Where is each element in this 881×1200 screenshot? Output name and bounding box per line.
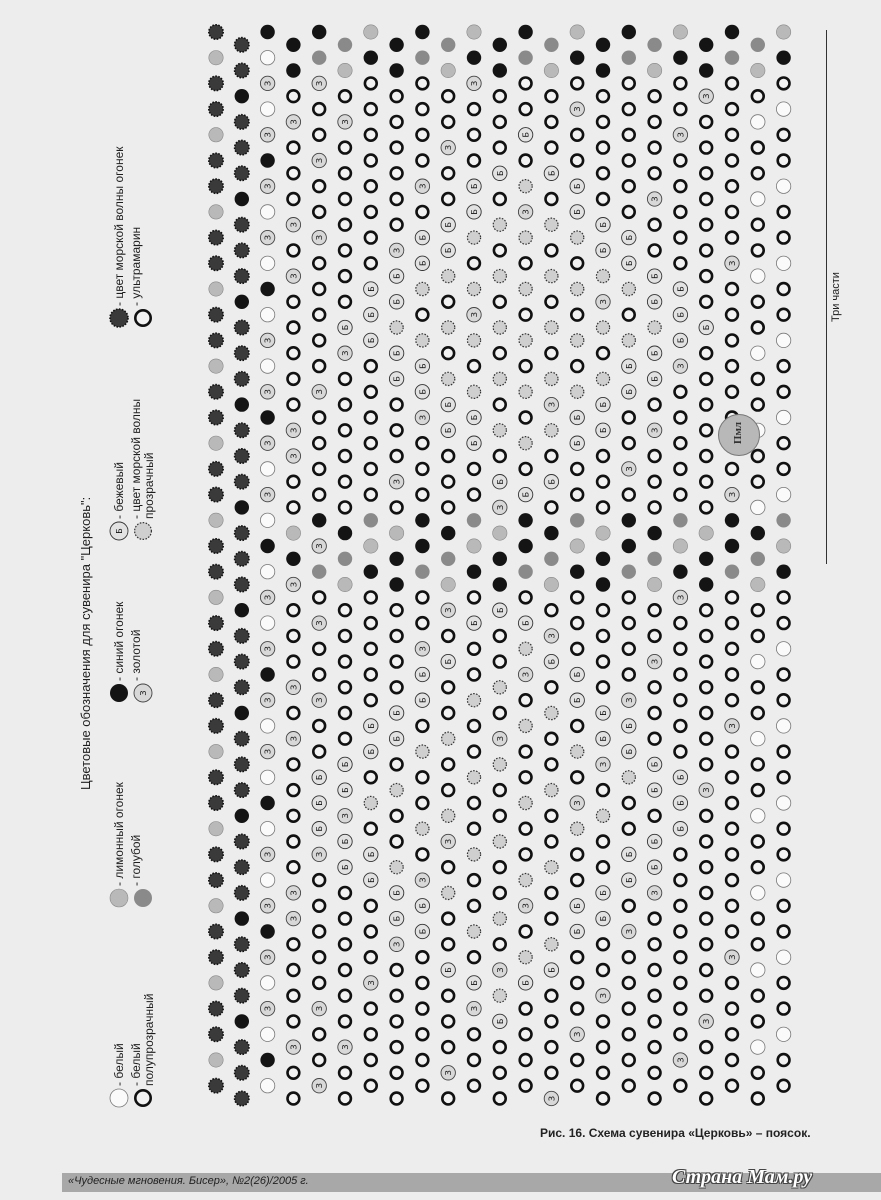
white-bead xyxy=(110,1089,128,1107)
svg-text:Б: Б xyxy=(392,890,402,896)
svg-text:З: З xyxy=(315,157,325,164)
svg-text:З: З xyxy=(263,440,273,446)
svg-text:Б: Б xyxy=(341,787,350,793)
svg-text:Б: Б xyxy=(366,286,376,292)
legend-label-line: - ультрамарин xyxy=(129,226,143,306)
legend-label-line: прозрачный xyxy=(142,452,156,519)
svg-text:Б: Б xyxy=(495,607,505,613)
svg-text:З: З xyxy=(263,954,273,960)
svg-text:З: З xyxy=(470,80,479,86)
svg-text:Б: Б xyxy=(676,774,686,781)
svg-text:Б: Б xyxy=(341,324,350,331)
svg-text:Б: Б xyxy=(650,273,660,279)
svg-text:З: З xyxy=(650,196,660,202)
svg-text:Б: Б xyxy=(495,170,505,177)
svg-text:Б: Б xyxy=(366,851,376,858)
footer-source: «Чудесные мгновения. Бисер», №2(26)/2005 г. xyxy=(68,1175,309,1187)
three-parts-label: Три части xyxy=(830,272,842,322)
svg-text:З: З xyxy=(289,890,299,896)
svg-text:З: З xyxy=(676,594,686,600)
svg-text:З: З xyxy=(263,337,273,343)
svg-text:Б: Б xyxy=(366,748,376,755)
svg-text:З: З xyxy=(728,954,737,960)
legend-label-line: - цвет морской волны xyxy=(129,398,143,519)
aquamarine-transparent-bead-icon xyxy=(135,523,152,540)
svg-text:Б: Б xyxy=(341,864,350,870)
svg-text:З: З xyxy=(676,132,686,138)
svg-text:З: З xyxy=(702,1018,712,1024)
gold-bead xyxy=(134,684,152,702)
svg-text:Б: Б xyxy=(573,671,583,678)
svg-text:Б: Б xyxy=(624,877,634,883)
svg-text:Б: Б xyxy=(470,980,479,986)
stamp-seal xyxy=(718,414,760,456)
light-bead xyxy=(110,889,128,907)
svg-text:Б: Б xyxy=(650,376,660,382)
svg-text:Б: Б xyxy=(599,401,608,408)
svg-text:З: З xyxy=(263,492,273,498)
legend-label xyxy=(130,227,143,306)
svg-text:Б: Б xyxy=(444,658,454,665)
legend-label-line: - белый xyxy=(129,1043,143,1086)
svg-text:Б: Б xyxy=(392,915,402,922)
svg-text:З: З xyxy=(315,1083,325,1089)
svg-text:З: З xyxy=(263,80,273,86)
svg-text:З: З xyxy=(289,736,299,742)
svg-text:З: З xyxy=(315,620,325,626)
aquamarine-fire-bead-icon xyxy=(110,309,128,327)
svg-text:Б: Б xyxy=(624,389,634,395)
svg-text:З: З xyxy=(263,646,273,652)
svg-text:Б: Б xyxy=(676,286,686,292)
svg-text:З: З xyxy=(289,427,299,433)
svg-text:Б: Б xyxy=(624,234,634,241)
gray-bead xyxy=(134,889,152,907)
svg-text:Б: Б xyxy=(573,903,583,909)
black-bead xyxy=(110,684,128,702)
svg-text:Б: Б xyxy=(624,723,634,729)
svg-text:Б: Б xyxy=(470,440,479,446)
aquaTr-bead xyxy=(135,523,152,540)
svg-text:Б: Б xyxy=(315,825,325,832)
svg-text:Б: Б xyxy=(495,1018,505,1025)
svg-text:З: З xyxy=(418,414,428,421)
svg-text:З: З xyxy=(289,1044,299,1050)
svg-text:Б: Б xyxy=(418,671,428,678)
svg-text:З: З xyxy=(289,273,299,279)
svg-text:Б: Б xyxy=(650,761,660,768)
ring-bead xyxy=(135,310,150,325)
svg-text:Б: Б xyxy=(366,723,376,729)
svg-text:З: З xyxy=(573,800,583,806)
svg-text:Б: Б xyxy=(573,209,583,215)
svg-text:Б: Б xyxy=(444,247,454,254)
svg-text:З: З xyxy=(263,851,273,857)
svg-text:З: З xyxy=(470,312,479,318)
svg-text:Б: Б xyxy=(624,363,634,369)
beige-bead xyxy=(110,522,128,540)
svg-text:З: З xyxy=(444,145,454,151)
site-watermark-logo: Страна Мам.ру xyxy=(672,1166,813,1188)
svg-text:Б: Б xyxy=(418,260,428,267)
svg-text:З: З xyxy=(495,967,505,973)
svg-text:З: З xyxy=(315,1006,325,1012)
svg-text:З: З xyxy=(495,504,505,510)
svg-text:Б: Б xyxy=(418,928,428,935)
svg-text:Б: Б xyxy=(444,221,454,228)
stamp-text: Пмл xyxy=(732,421,745,445)
svg-text:Б: Б xyxy=(573,183,583,189)
gold-bead-icon xyxy=(134,684,152,702)
svg-text:З: З xyxy=(444,838,454,845)
legend-label-line: - лимонный огонек xyxy=(112,782,126,886)
svg-text:Б: Б xyxy=(392,273,402,279)
svg-text:З: З xyxy=(139,690,148,696)
svg-text:З: З xyxy=(444,1070,454,1076)
svg-text:З: З xyxy=(470,1006,479,1012)
legend-label-line: - золотой xyxy=(129,629,143,681)
svg-text:З: З xyxy=(418,877,428,883)
svg-text:Б: Б xyxy=(341,838,350,845)
svg-text:З: З xyxy=(702,93,712,99)
svg-text:Б: Б xyxy=(650,864,660,870)
svg-text:З: З xyxy=(341,350,350,356)
svg-text:Б: Б xyxy=(676,825,686,832)
svg-text:З: З xyxy=(650,890,660,896)
legend-title: Цветовые обозначения для сувенира "Церковь": xyxy=(78,496,93,790)
legend-label xyxy=(130,399,156,519)
svg-text:З: З xyxy=(599,761,608,767)
svg-text:Б: Б xyxy=(547,967,557,973)
svg-text:Б: Б xyxy=(115,528,124,534)
svg-text:Б: Б xyxy=(521,491,531,498)
svg-text:З: З xyxy=(341,119,350,125)
svg-text:З: З xyxy=(624,466,634,472)
svg-text:Б: Б xyxy=(599,427,608,434)
legend-label-line: - синий огонек xyxy=(112,601,126,681)
svg-text:З: З xyxy=(573,1031,583,1037)
svg-text:З: З xyxy=(547,633,557,639)
svg-text:Б: Б xyxy=(315,774,325,781)
svg-text:Б: Б xyxy=(521,132,531,138)
svg-text:З: З xyxy=(702,787,712,793)
svg-text:Б: Б xyxy=(418,697,428,703)
svg-text:Б: Б xyxy=(573,440,583,446)
svg-text:З: З xyxy=(418,183,428,189)
svg-text:Б: Б xyxy=(418,363,428,369)
svg-text:З: З xyxy=(263,132,273,138)
svg-text:З: З xyxy=(650,427,660,433)
legend-label-line: - голубой xyxy=(129,834,143,886)
svg-text:З: З xyxy=(728,723,737,729)
svg-text:З: З xyxy=(392,247,402,253)
svg-text:Б: Б xyxy=(624,260,634,267)
svg-text:Б: Б xyxy=(573,928,583,935)
legend-label xyxy=(130,835,143,886)
svg-text:З: З xyxy=(418,646,428,652)
svg-text:Б: Б xyxy=(418,903,428,909)
legend-label xyxy=(113,147,126,307)
lemon-fire-bead-icon xyxy=(110,889,128,907)
svg-text:Б: Б xyxy=(599,890,608,896)
legend-label xyxy=(113,602,126,681)
legend-label-line: - бежевый xyxy=(112,461,126,519)
legend-label xyxy=(130,630,143,681)
aquaFire-bead xyxy=(110,309,128,327)
svg-text:З: З xyxy=(521,209,531,215)
beige-bead-icon xyxy=(110,522,128,540)
svg-text:З: З xyxy=(289,222,299,228)
svg-text:Б: Б xyxy=(418,389,428,395)
svg-text:З: З xyxy=(263,749,273,755)
svg-text:З: З xyxy=(728,492,737,498)
svg-text:З: З xyxy=(624,928,634,935)
svg-text:Б: Б xyxy=(366,311,376,318)
svg-text:З: З xyxy=(289,916,299,922)
svg-text:З: З xyxy=(547,1095,557,1102)
svg-text:Б: Б xyxy=(547,478,557,485)
svg-text:Б: Б xyxy=(315,800,325,806)
svg-text:Б: Б xyxy=(676,800,686,806)
svg-text:Б: Б xyxy=(650,838,660,845)
svg-text:Б: Б xyxy=(495,478,505,485)
legend-label xyxy=(113,1043,126,1086)
svg-text:Б: Б xyxy=(392,350,402,356)
svg-text:З: З xyxy=(315,235,325,241)
svg-text:З: З xyxy=(728,260,737,266)
svg-text:Б: Б xyxy=(547,170,557,177)
white-bead-icon xyxy=(110,1089,128,1107)
svg-text:Б: Б xyxy=(599,221,608,228)
svg-text:Б: Б xyxy=(521,980,531,986)
svg-text:Б: Б xyxy=(547,658,557,665)
svg-text:З: З xyxy=(341,813,350,819)
white-semitransparent-bead-icon xyxy=(135,1090,150,1105)
svg-text:З: З xyxy=(263,1006,273,1012)
svg-text:Б: Б xyxy=(599,710,608,716)
svg-text:З: З xyxy=(521,671,531,678)
svg-text:З: З xyxy=(315,80,325,86)
svg-text:З: З xyxy=(599,299,608,305)
svg-text:Б: Б xyxy=(366,337,376,344)
legend-label-line: полупрозрачный xyxy=(142,993,156,1086)
svg-text:Б: Б xyxy=(650,350,660,356)
svg-text:З: З xyxy=(392,941,402,947)
svg-text:З: З xyxy=(315,851,325,857)
svg-text:Б: Б xyxy=(599,247,608,254)
svg-text:З: З xyxy=(495,736,505,742)
ring-bead xyxy=(135,1090,150,1105)
svg-text:З: З xyxy=(599,993,608,999)
svg-text:Б: Б xyxy=(573,697,583,703)
svg-text:Б: Б xyxy=(599,735,608,742)
svg-text:З: З xyxy=(573,106,583,112)
svg-text:З: З xyxy=(263,389,273,395)
svg-text:Б: Б xyxy=(702,324,712,331)
svg-text:З: З xyxy=(676,1057,686,1063)
svg-text:Б: Б xyxy=(470,183,479,189)
svg-text:Б: Б xyxy=(624,851,634,858)
svg-text:З: З xyxy=(289,119,299,125)
ultramarine-bead-icon xyxy=(135,310,150,325)
svg-text:Б: Б xyxy=(676,311,686,318)
svg-text:Б: Б xyxy=(392,376,402,382)
svg-text:Б: Б xyxy=(676,337,686,344)
svg-text:Б: Б xyxy=(470,620,479,626)
svg-text:З: З xyxy=(263,235,273,241)
svg-text:Б: Б xyxy=(444,401,454,408)
svg-text:З: З xyxy=(624,697,634,703)
svg-text:З: З xyxy=(289,453,299,459)
svg-text:Б: Б xyxy=(392,299,402,305)
legend-label xyxy=(113,462,126,519)
svg-text:З: З xyxy=(263,594,273,600)
svg-text:З: З xyxy=(521,903,531,909)
svg-text:Б: Б xyxy=(650,787,660,793)
light-blue-bead-icon xyxy=(134,889,152,907)
legend-label xyxy=(130,994,156,1086)
svg-text:З: З xyxy=(650,659,660,665)
svg-text:З: З xyxy=(315,697,325,703)
blue-fire-bead-icon xyxy=(110,684,128,702)
svg-text:Б: Б xyxy=(444,967,454,973)
legend-label-line: - белый xyxy=(112,1043,126,1086)
svg-text:З: З xyxy=(263,903,273,909)
svg-text:З: З xyxy=(366,980,376,986)
svg-text:З: З xyxy=(315,389,325,395)
svg-text:Б: Б xyxy=(392,710,402,716)
svg-text:Б: Б xyxy=(521,620,531,626)
svg-text:Б: Б xyxy=(624,748,634,755)
svg-text:Б: Б xyxy=(392,735,402,742)
svg-text:З: З xyxy=(289,684,299,690)
figure-caption: Рис. 16. Схема сувенира «Церковь» – поясок. xyxy=(540,1126,811,1140)
svg-text:З: З xyxy=(263,697,273,703)
svg-text:З: З xyxy=(341,1044,350,1050)
svg-text:Б: Б xyxy=(418,234,428,241)
svg-text:З: З xyxy=(263,183,273,189)
svg-text:Б: Б xyxy=(366,877,376,883)
svg-text:З: З xyxy=(315,543,325,549)
svg-text:Б: Б xyxy=(573,414,583,421)
svg-text:Б: Б xyxy=(341,761,350,768)
svg-text:Б: Б xyxy=(599,915,608,922)
svg-text:Б: Б xyxy=(650,299,660,305)
svg-text:Б: Б xyxy=(444,427,454,434)
svg-text:З: З xyxy=(676,363,686,369)
svg-text:Б: Б xyxy=(470,209,479,215)
svg-text:З: З xyxy=(392,479,402,485)
svg-text:З: З xyxy=(289,581,299,588)
svg-text:З: З xyxy=(444,607,454,613)
svg-text:Б: Б xyxy=(470,414,479,421)
legend-label xyxy=(113,782,126,886)
svg-text:З: З xyxy=(547,402,557,408)
legend-label-line: - цвет морской волны огонек xyxy=(112,146,126,306)
